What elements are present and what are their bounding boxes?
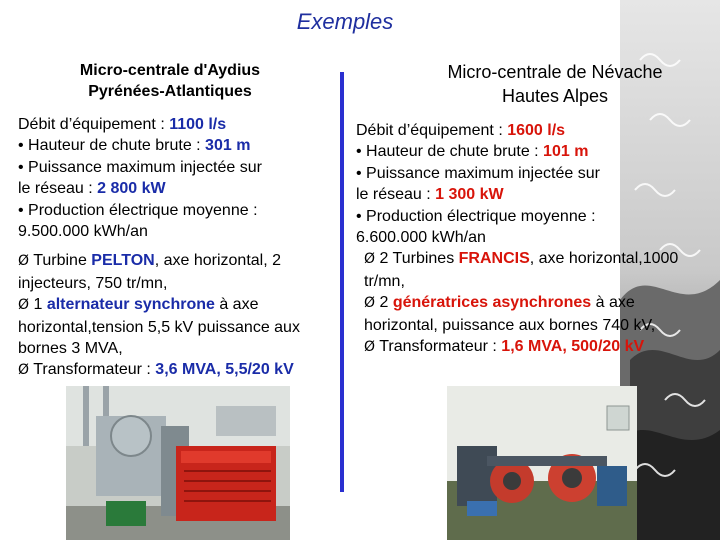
right-hauteur <box>356 141 696 162</box>
turbine-pre: 2 Turbines <box>375 250 459 268</box>
left-heading-line2: Pyrénées-Atlantiques <box>88 83 252 100</box>
right-puissance-1: • Puissance maximum injectée sur <box>356 164 600 182</box>
left-body <box>18 114 343 382</box>
hauteur-value: 101 m <box>543 143 589 161</box>
alt-name: alternateur synchrone <box>46 296 215 314</box>
turbine-post: , axe horizontal, 2 injecteurs, 750 tr/mn, <box>18 252 282 292</box>
hauteur-label: • Hauteur de chute brute : <box>18 137 206 155</box>
arrow-bullet-icon: Ø <box>364 251 376 268</box>
debit-value: 1600 l/s <box>507 122 566 139</box>
turbine-name: PELTON <box>91 252 155 270</box>
right-debit <box>356 120 696 141</box>
left-production-value: 9.500.000 kWh/an <box>18 223 148 241</box>
puissance-label: le réseau : <box>18 180 98 198</box>
left-puissance-1: • Puissance maximum injectée sur <box>18 158 262 176</box>
transfo-value: 1,6 MVA, 500/20 kV <box>501 338 645 356</box>
debit-value: 1100 l/s <box>169 116 227 133</box>
hauteur-label: • Hauteur de chute brute : <box>356 143 544 161</box>
transfo-value: 3,6 MVA, 5,5/20 kV <box>155 361 294 379</box>
turbine-pre: Turbine <box>29 252 92 270</box>
left-alternateur <box>18 294 343 359</box>
right-production-label: • Production électrique moyenne : <box>356 207 596 225</box>
right-transfo <box>356 336 696 358</box>
left-transfo <box>18 359 343 381</box>
hauteur-value: 301 m <box>205 137 251 155</box>
gen-post: à axe horizontal, puissance aux bornes 740 kV, <box>364 294 656 334</box>
right-body <box>356 120 696 358</box>
arrow-bullet-icon: Ø <box>18 362 30 379</box>
left-debit <box>18 114 343 135</box>
page-title: Exemples <box>296 9 394 34</box>
right-puissance-2 <box>356 184 696 205</box>
debit-label: Débit d’équipement : <box>18 116 170 133</box>
left-hauteur <box>18 135 343 156</box>
left-production-label: • Production électrique moyenne : <box>18 201 258 219</box>
alt-pre: 1 <box>29 296 47 314</box>
puissance-label: le réseau : <box>356 186 436 204</box>
right-production-value: 6.600.000 kWh/an <box>356 229 486 247</box>
gen-pre: 2 <box>375 294 393 312</box>
turbine-post: , axe horizontal,1000 tr/mn, <box>364 250 679 290</box>
arrow-bullet-icon: Ø <box>18 253 30 270</box>
alt-post: à axe horizontal,tension 5,5 kV puissance aux bornes 3 MVA, <box>18 296 300 358</box>
right-heading <box>405 60 705 108</box>
arrow-bullet-icon: Ø <box>18 297 30 314</box>
left-puissance-2 <box>18 178 343 199</box>
left-heading-line1: Micro-centrale d'Aydius <box>79 62 261 79</box>
right-heading-line1: Micro-centrale de Névache <box>447 62 663 82</box>
transfo-pre: Transformateur : <box>375 338 502 356</box>
puissance-value: 2 800 kW <box>97 180 166 198</box>
right-generatrice <box>356 292 696 336</box>
arrow-bullet-icon: Ø <box>364 295 376 312</box>
right-heading-line2: Hautes Alpes <box>501 86 609 106</box>
debit-label: Débit d’équipement : <box>356 122 508 139</box>
puissance-value: 1 300 kW <box>435 186 504 204</box>
gen-name: génératrices asynchrones <box>392 294 592 312</box>
aydius-generator-photo <box>66 386 290 540</box>
nevache-turbine-photo <box>447 386 637 540</box>
left-turbine <box>18 250 343 294</box>
left-heading <box>20 60 320 102</box>
arrow-bullet-icon: Ø <box>364 339 376 356</box>
transfo-pre: Transformateur : <box>29 361 156 379</box>
right-turbine <box>356 248 696 292</box>
turbine-name: FRANCIS <box>458 250 530 268</box>
